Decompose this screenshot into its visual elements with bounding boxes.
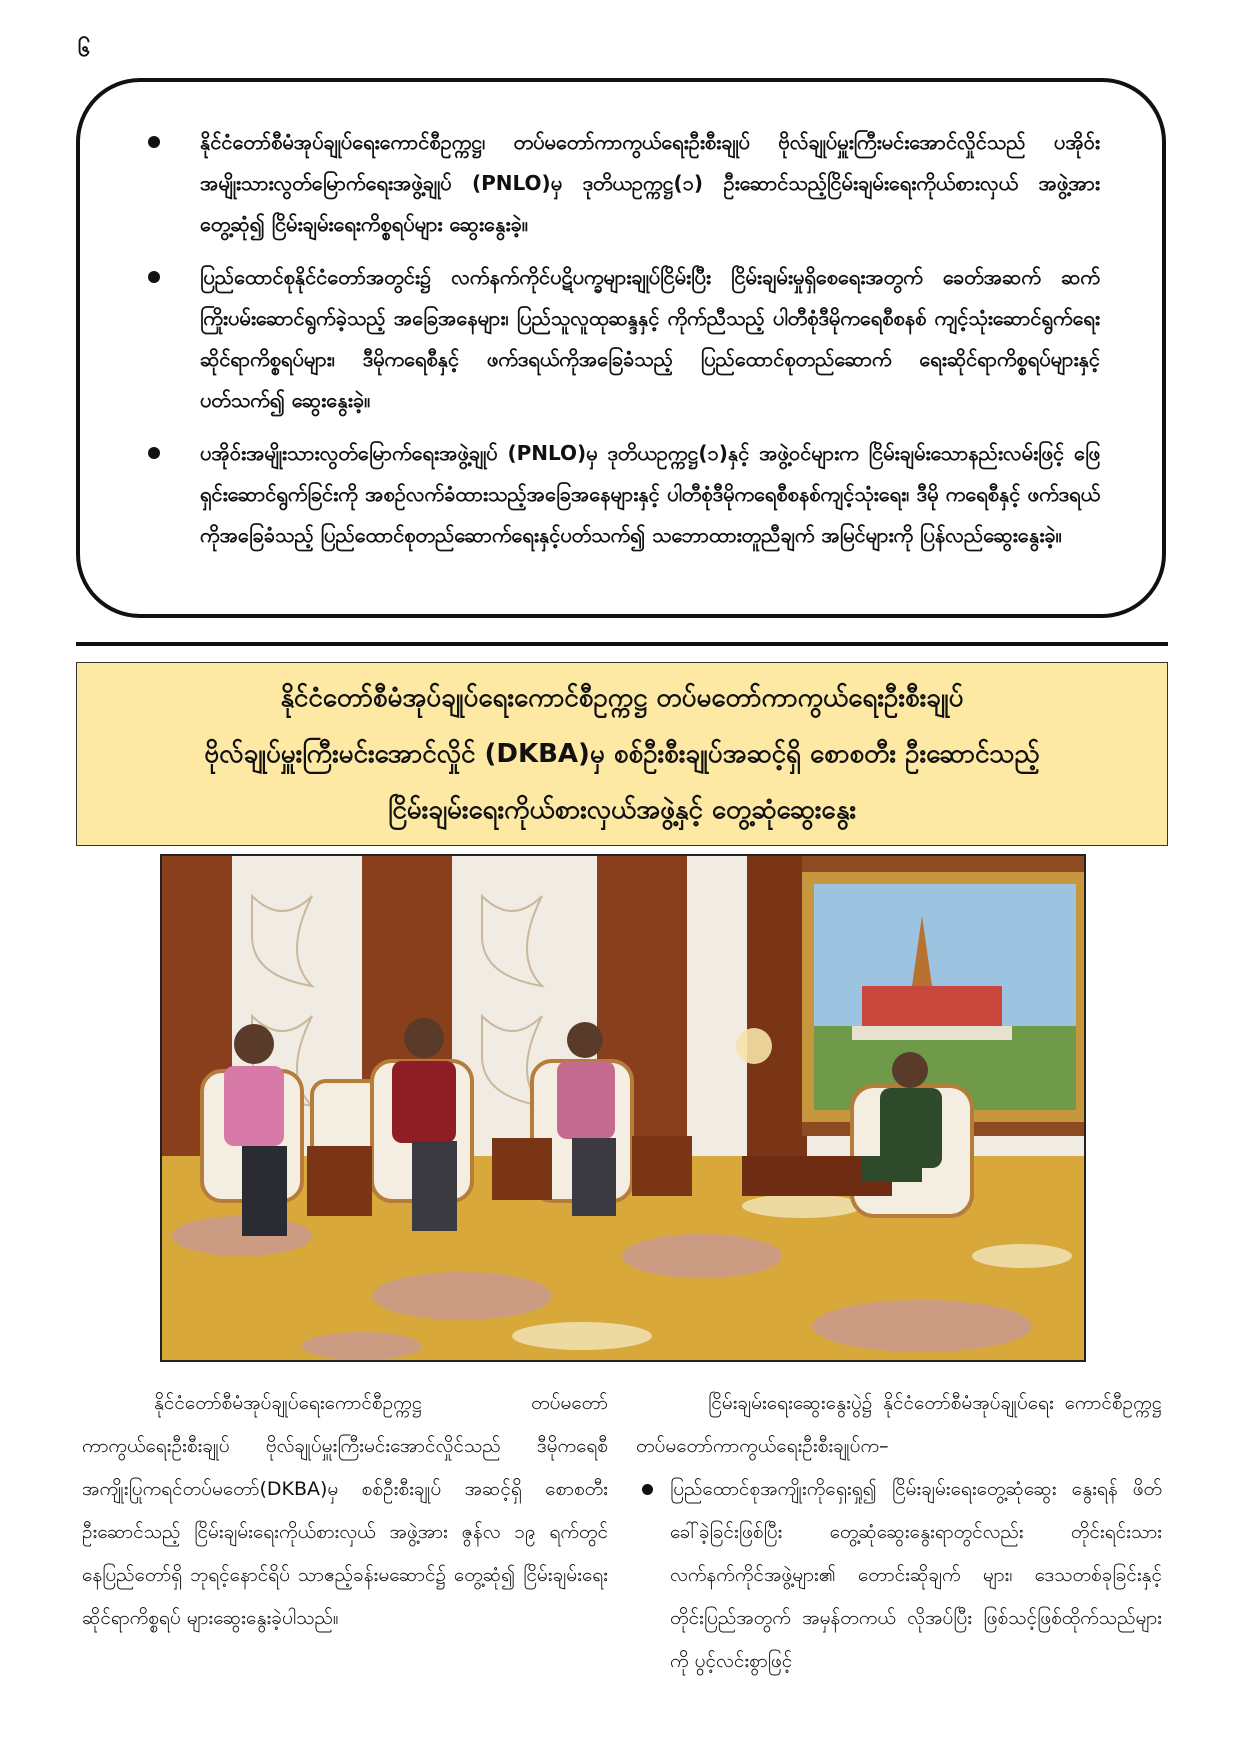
meeting-photo xyxy=(160,854,1086,1362)
bullet-dot-icon xyxy=(148,136,160,148)
summary-bullet xyxy=(148,257,1100,421)
article-paragraph: နိုင်ငံတော်စီမံအုပ်ချုပ်ရေးကောင်စီဥက္ကဋ္ဌ တပ်မတော် ကာကွယ်ရေးဦးစီးချုပ် ဗိုလ်ချုပ်မှူးကြီးမင်းအောင်လှိုင်သည် ဒီမိုကရေစီအကျိုးပြုကရင်တပ်မတော်(DKBA)မှ စစ်ဦးစီးချုပ် အဆင့်ရှိ စောစတီး ဦးဆောင်သည့် ငြိမ်းချမ်းရေးကိုယ်စားလှယ် အဖွဲ့အား ဇွန်လ ၁၉ ရက်တွင် နေပြည်တော်ရှိ ဘုရင့်နောင်ရိပ် သာဧည့်ခန်းမဆောင်၌ တွေ့ဆုံ၍ ငြိမ်းချမ်းရေးဆိုင်ရာကိစ္စရပ် များဆွေးနွေးခဲ့ပါသည်။ xyxy=(82,1392,608,1629)
headline-line: ငြိမ်းချမ်းရေးကိုယ်စားလှယ်အဖွဲ့နှင့် တွေ့ဆုံဆွေးနွေး xyxy=(388,795,856,825)
summary-bullet-text: ပအိုဝ်းအမျိုးသားလွတ်မြောက်ရေးအဖွဲ့ချုပ် (PNLO)မှ ဒုတိယဥက္ကဋ္ဌ(၁)နှင့် အဖွဲ့ဝင်များက ငြိမ်းချမ်းသောနည်းလမ်းဖြင့် ဖြေရှင်းဆောင်ရွက်ခြင်းကို အစဉ်လက်ခံထားသည့်အခြေအနေများနှင့် ပါတီစုံဒီမိုကရေစီစနစ်ကျင့်သုံးရေး၊ ဒီမို ကရေစီနှင့် ဖက်ဒရယ်ကိုအခြေခံသည့် ပြည်ထောင်စုတည်ဆောက်ရေးနှင့်ပတ်သက်၍ သဘောထားတူညီချက် အမြင်များကို ပြန်လည်ဆွေးနွေးခဲ့။ xyxy=(200,441,1100,547)
bullet-dot-icon xyxy=(148,271,160,283)
meeting-photo-illustration xyxy=(162,856,1086,1362)
article-bullet-text: ပြည်ထောင်စုအကျိုးကိုရှေးရှု၍ ငြိမ်းချမ်းရေးတွေ့ဆုံဆွေး နွေးရန် ဖိတ်ခေါ်ခဲ့ခြင်းဖြစ်ပြီး တွေ့ဆုံဆွေးနွေးရာတွင်လည်း တိုင်းရင်းသားလက်နက်ကိုင်အဖွဲ့များ၏ တောင်းဆိုချက် များ၊ ဒေသတစ်ခုခြင်းနှင့် တိုင်းပြည်အတွက် အမှန်တကယ် လိုအပ်ပြီး ဖြစ်သင့်ဖြစ်ထိုက်သည်များကို ပွင့်လင်းစွာဖြင့် xyxy=(670,1478,1162,1672)
summary-bullet-text: ပြည်ထောင်စုနိုင်ငံတော်အတွင်း၌ လက်နက်ကိုင်ပဋိပက္ခများချုပ်ငြိမ်းပြီး ငြိမ်းချမ်းမှုရှိစေရေးအတွက် ခေတ်အဆက် ဆက်ကြိုးပမ်းဆောင်ရွက်ခဲ့သည့် အခြေအနေများ၊ ပြည်သူလူထုဆန္ဒနှင့် ကိုက်ညီသည့် ပါတီစုံဒီမိုကရေစီစနစ် ကျင့်သုံးဆောင်ရွက်ရေးဆိုင်ရာကိစ္စရပ်များ၊ ဒီမိုကရေစီနှင့် ဖက်ဒရယ်ကိုအခြေခံသည့် ပြည်ထောင်စုတည်ဆောက် ရေးဆိုင်ရာကိစ္စရပ်များနှင့်ပတ်သက်၍ ဆွေးနွေးခဲ့။ xyxy=(200,265,1100,412)
headline-line: နိုင်ငံတော်စီမံအုပ်ချုပ်ရေးကောင်စီဥက္ကဋ္ဌ တပ်မတော်ကာကွယ်ရေးဦးစီးချုပ် xyxy=(280,683,964,713)
section-divider xyxy=(76,642,1168,646)
article-headline xyxy=(76,662,1168,846)
article-bullet-list xyxy=(636,1468,1162,1683)
article-right-column xyxy=(636,1382,1162,1683)
summary-box xyxy=(76,78,1166,618)
summary-bullet xyxy=(148,433,1100,556)
headline-line: ဗိုလ်ချုပ်မှူးကြီးမင်းအောင်လှိုင် (DKBA)မှ စစ်ဦးစီးချုပ်အဆင့်ရှိ စောစတီး ဦးဆောင်သည့် xyxy=(204,739,1040,769)
summary-bullet-text: နိုင်ငံတော်စီမံအုပ်ချုပ်ရေးကောင်စီဥက္ကဋ္ဌ၊ တပ်မတော်ကာကွယ်ရေးဦးစီးချုပ် ဗိုလ်ချုပ်မှူးကြီးမင်းအောင်လှိုင်သည် ပအိုဝ်းအမျိုးသားလွတ်မြောက်ရေးအဖွဲ့ချုပ် (PNLO)မှ ဒုတိယဥက္ကဋ္ဌ(၁) ဦးဆောင်သည့်ငြိမ်းချမ်းရေးကိုယ်စားလှယ် အဖွဲ့အားတွေ့ဆုံ၍ ငြိမ်းချမ်းရေးကိစ္စရပ်များ ဆွေးနွေးခဲ့။ xyxy=(200,130,1100,236)
article-left-column xyxy=(82,1382,608,1640)
summary-list xyxy=(148,122,1100,556)
article-bullet xyxy=(636,1468,1162,1683)
page-number: ၆ xyxy=(78,37,91,62)
bullet-dot-icon xyxy=(148,447,160,459)
bullet-dot-icon xyxy=(642,1484,653,1495)
summary-bullet xyxy=(148,122,1100,245)
article-paragraph: ငြိမ်းချမ်းရေးဆွေးနွေးပွဲ၌ နိုင်ငံတော်စီမံအုပ်ချုပ်ရေး ကောင်စီဥက္ကဋ္ဌ တပ်မတော်ကာကွယ်ရေးဦးစီးချုပ်က– xyxy=(636,1392,1162,1457)
